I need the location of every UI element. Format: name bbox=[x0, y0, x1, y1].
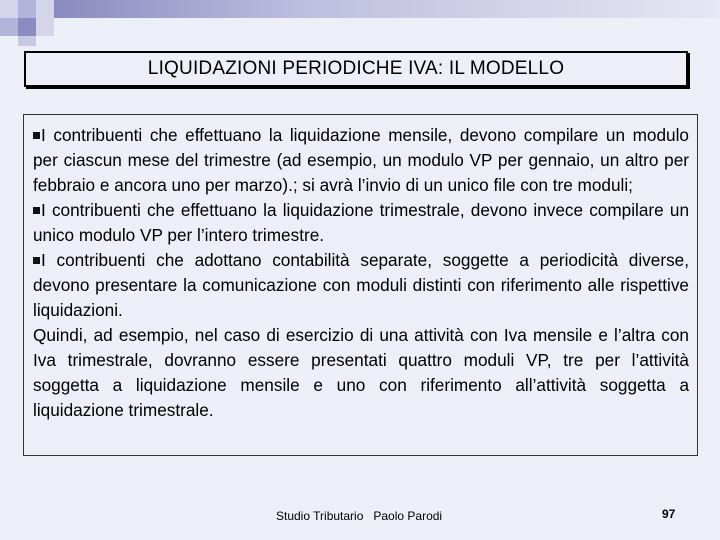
paragraph-2 bbox=[33, 198, 689, 248]
decorative-squares bbox=[0, 0, 720, 50]
deco-square bbox=[18, 18, 36, 36]
page-number: 97 bbox=[662, 507, 676, 521]
deco-square bbox=[36, 0, 54, 18]
title-box bbox=[24, 51, 688, 87]
footer-text: Studio Tributario Paolo Parodi bbox=[276, 509, 443, 523]
paragraph-3 bbox=[33, 248, 689, 323]
square-bullet-icon bbox=[33, 207, 40, 214]
deco-square bbox=[36, 18, 54, 36]
deco-square bbox=[18, 36, 36, 46]
paragraph-text: I contribuenti che effettuano la liquidazione trimestrale, devono invece compilare un unico modulo VP per l’intero trimestre. bbox=[33, 200, 689, 245]
square-bullet-icon bbox=[33, 132, 40, 139]
square-bullet-icon bbox=[33, 257, 40, 264]
slide-title: LIQUIDAZIONI PERIODICHE IVA: IL MODELLO bbox=[147, 58, 565, 79]
paragraph-text: I contribuenti che effettuano la liquidazione mensile, devono compilare un modulo per ciascun mese del trimestre (ad esempio, un modulo VP per gennaio, un altro per febbraio e ancora uno per marzo).; si avrà l’invio di un unico file con tre moduli; bbox=[33, 125, 689, 195]
paragraph-1 bbox=[33, 123, 689, 198]
deco-square bbox=[18, 0, 36, 18]
paragraph-text: I contribuenti che adottano contabilità separate, soggette a periodicità diverse, devono presentare la comunicazione con moduli distinti con riferimento alle rispettive liquidazioni. bbox=[33, 250, 689, 320]
paragraph-text: Quindi, ad esempio, nel caso di esercizio di una attività con Iva mensile e l’altra con Iva trimestrale, dovranno essere presentati quattro moduli VP, tre per l’attività soggetta a liquidazione mensile e uno con riferimento all’attività soggetta a liquidazione trimestrale. bbox=[33, 325, 689, 420]
paragraph-4 bbox=[33, 323, 689, 423]
deco-square bbox=[0, 0, 18, 18]
content-box bbox=[23, 114, 698, 456]
deco-band-dark bbox=[54, 0, 314, 18]
deco-square bbox=[0, 18, 18, 36]
